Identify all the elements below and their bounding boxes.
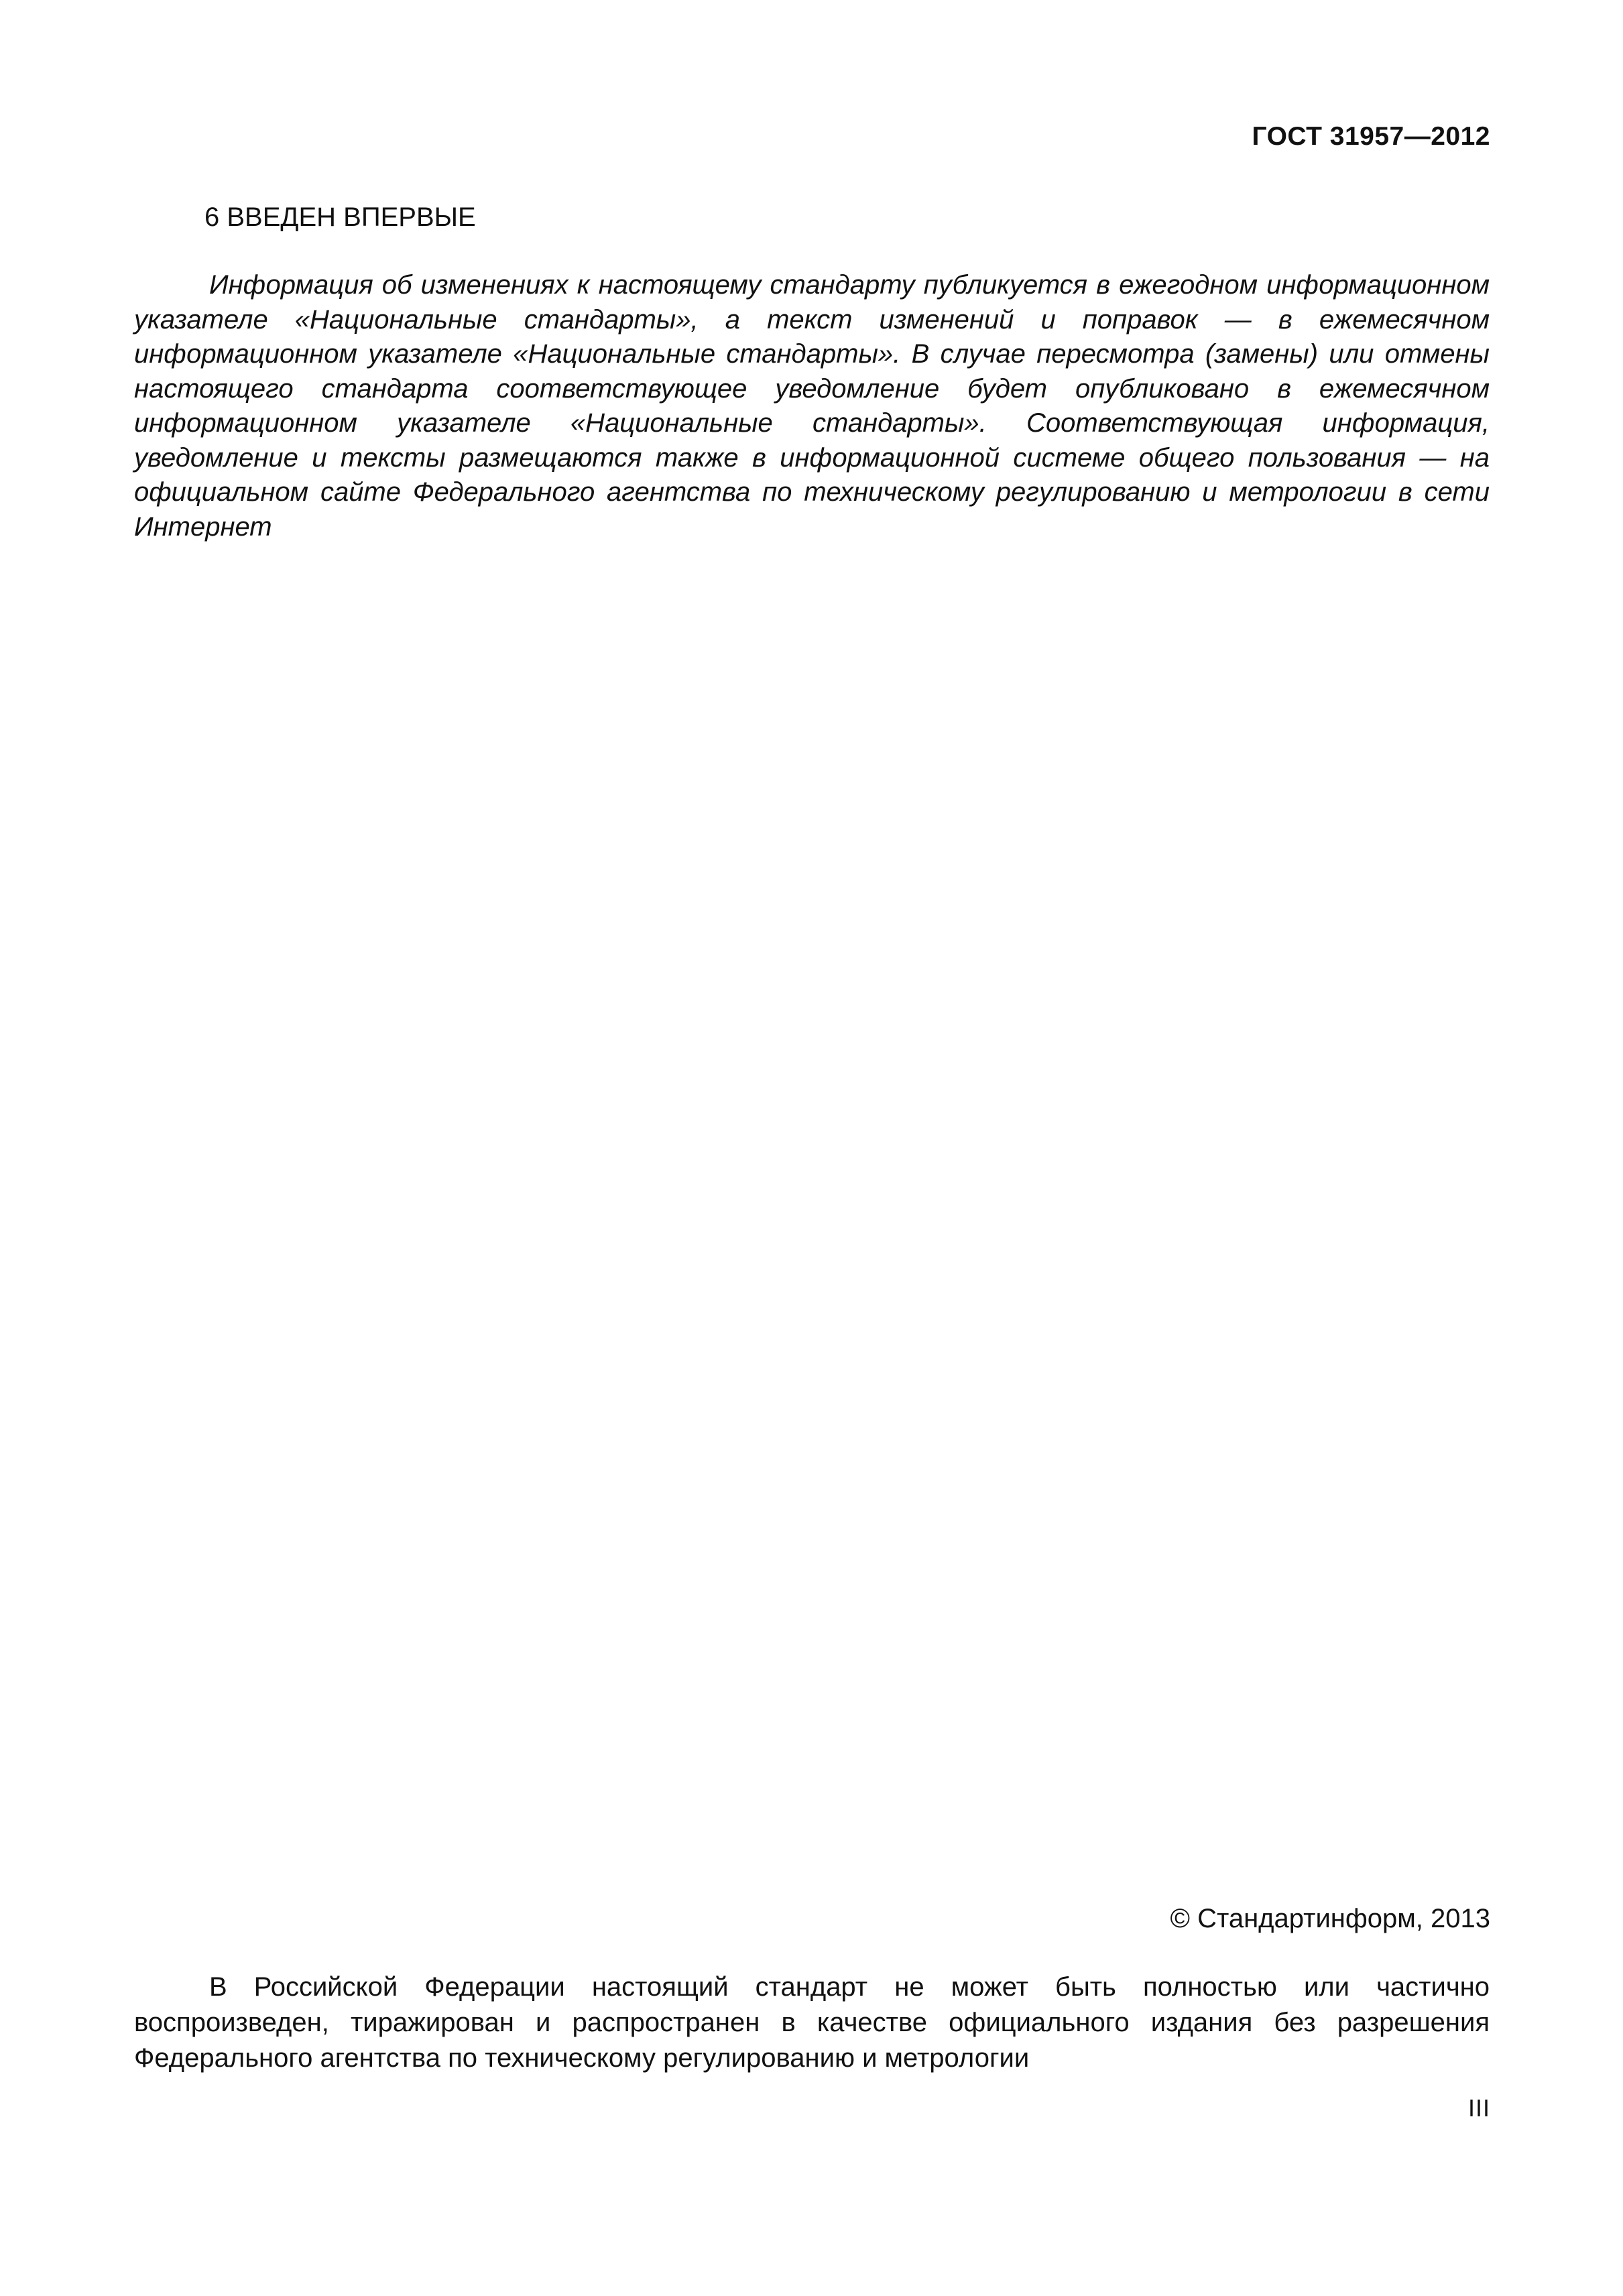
reproduction-rights-paragraph: В Российской Федерации настоящий стандарт не может быть полностью или частично воспроизведен, тиражирован и распространен в качестве официального издания без разрешения Федерального агентства по техническому регулированию и метрологии xyxy=(134,1972,1490,2073)
section-introduced-first: 6 ВВЕДЕН ВПЕРВЫЕ xyxy=(204,202,476,232)
copyright-line: © Стандартинформ, 2013 xyxy=(1170,1904,1490,1933)
standard-code-header: ГОСТ 31957—2012 xyxy=(1252,122,1490,151)
page-number: III xyxy=(1467,2094,1490,2122)
amendments-notice-paragraph: Информация об изменениях к настоящему стандарту публикуется в ежегодном информационном указателе «Национальные стандарты», а текст изменений и поправок — в ежемесячном информационном указателе «Национальные стандарты». В случае пересмотра (замены) или отмены настоящего стандарта соответствующее уведомление будет опубликовано в ежемесячном информационном указателе «Национальные стандарты». Соответствующая информация, уведомление и тексты размещаются также в информационной системе общего пользования — на официальном сайте Федерального агентства по техническому регулированию и метрологии в сети Интернет xyxy=(134,270,1490,542)
